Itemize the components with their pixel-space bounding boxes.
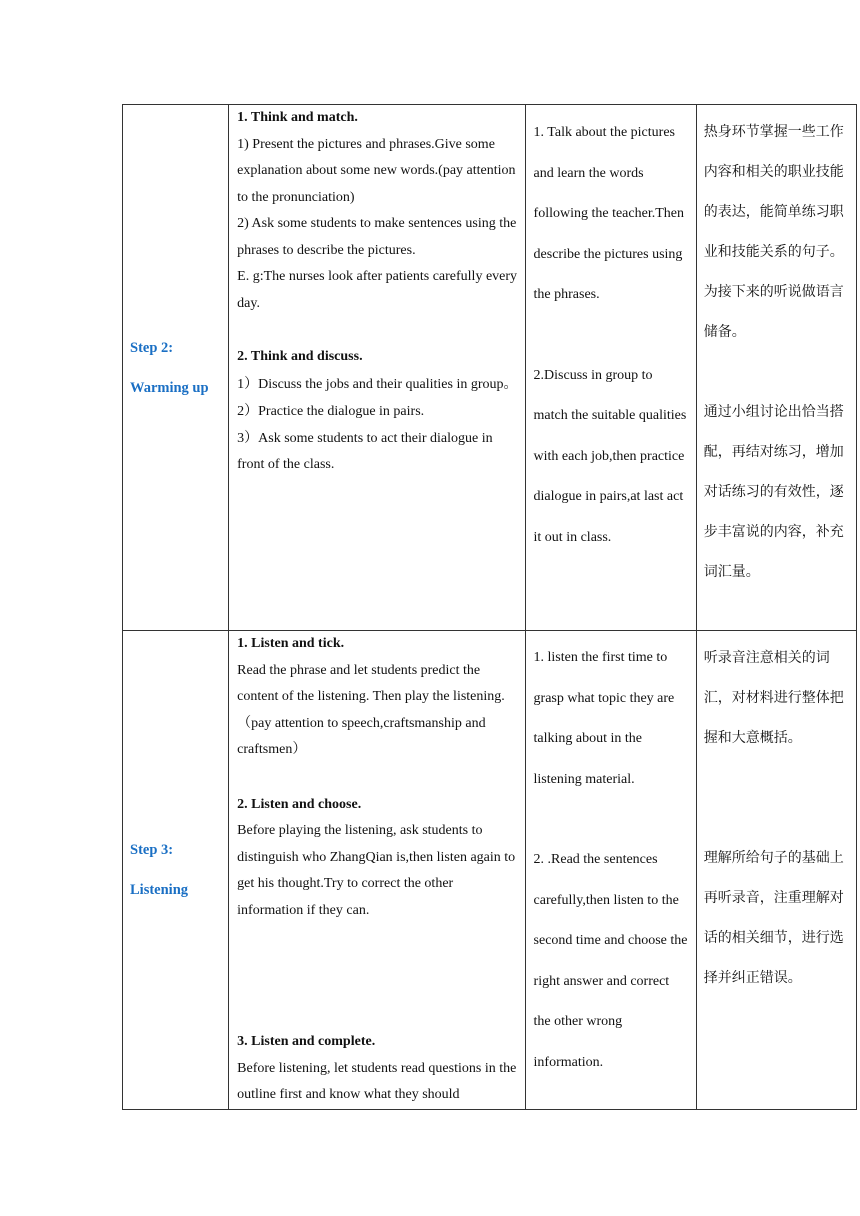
procedure-heading: 3. Listen and complete.	[237, 1034, 376, 1049]
teaching-procedure-cell	[229, 105, 525, 631]
student-activity-cell	[525, 631, 696, 1110]
step-number: Step 3:	[130, 841, 174, 858]
procedure-text: Read the phrase and let students predict the content of the listening. Then play the listening.（pay attention to speech,craftsmanship and craftsmen）	[237, 662, 505, 757]
procedure-text: Before listening, let students read questions in the outline first and know what they should	[237, 1060, 517, 1102]
procedure-text: 1) Present the pictures and phrases.Give some explanation about some new words.(pay attention to the pronunciation)	[237, 136, 516, 205]
step-label-cell	[123, 631, 229, 1110]
procedure-heading: 2. Think and discuss.	[237, 349, 363, 364]
procedure-text: 3）Ask some students to act their dialogue in front of the class.	[237, 430, 493, 472]
procedure-text: Before playing the listening, ask students to distinguish who ZhangQian is,then listen again to get his thought.Try to correct the other information if they can.	[237, 823, 516, 918]
purpose-text: 理解所给句子的基础上再听录音，注重理解对话的相关细节，进行选择并纠正错误。	[703, 850, 844, 986]
purpose-text: 听录音注意相关的词汇，对材料进行整体把握和大意概括。	[703, 650, 844, 746]
student-activity-text: 2.Discuss in group to match the suitable qualities with each job,then practice dialogue in pairs,at last act it out in class.	[533, 367, 687, 545]
student-activity-text: 1. Talk about the pictures and learn the words following the teacher.Then describe the pictures using the phrases.	[533, 125, 684, 302]
procedure-text: E. g:The nurses look after patients carefully every day.	[237, 269, 518, 311]
step-label-cell	[123, 105, 229, 631]
purpose-cell	[696, 105, 856, 631]
student-activity-text: 1. listen the first time to grasp what topic they are talking about in the listening material.	[533, 650, 675, 787]
procedure-heading: 1. Think and match.	[237, 110, 358, 125]
step-2-row	[123, 105, 857, 631]
step-number: Step 2:	[130, 339, 174, 356]
step-3-row	[123, 631, 857, 1110]
procedure-blank	[237, 764, 518, 792]
procedure-text: 2）Practice the dialogue in pairs.	[237, 404, 425, 419]
student-activity-text: 2. .Read the sentences carefully,then listen to the second time and choose the right answer and correct the other wrong information.	[533, 852, 688, 1070]
step-title: Listening	[130, 881, 189, 898]
procedure-heading: 1. Listen and tick.	[237, 636, 345, 651]
procedure-text: 2) Ask some students to make sentences using the phrases to describe the pictures.	[237, 216, 517, 258]
purpose-cell	[696, 631, 856, 1110]
procedure-text: 1）Discuss the jobs and their qualities in group。	[237, 376, 518, 392]
procedure-heading: 2. Listen and choose.	[237, 796, 362, 812]
student-activity-cell	[525, 105, 696, 631]
purpose-text: 通过小组讨论出恰当搭配，再结对练习，增加对话练习的有效性，逐步丰富说的内容，补充词汇量。	[703, 404, 844, 580]
lesson-plan-table	[122, 104, 857, 1110]
purpose-text: 热身环节掌握一些工作内容和相关的职业技能的表达，能简单练习职业和技能关系的句子。为接下来的听说做语言储备。	[703, 124, 844, 340]
teaching-procedure-cell	[229, 631, 525, 1110]
procedure-blank	[237, 317, 518, 343]
step-title: Warming up	[130, 379, 209, 396]
